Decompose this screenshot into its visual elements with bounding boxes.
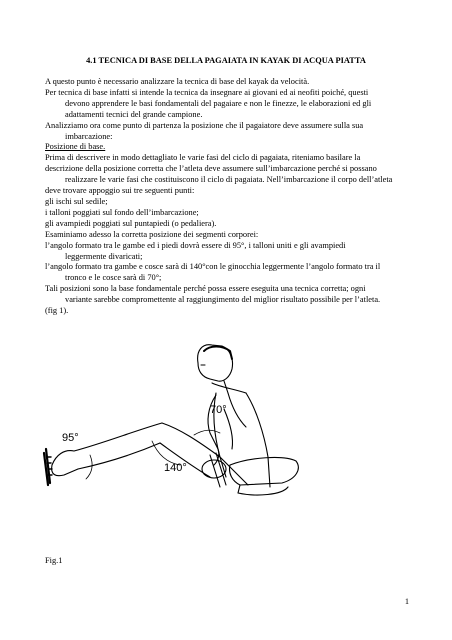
paragraph-line: realizzare le varie fasi che costituiscono il ciclo di pagaiata. Nell’imbarcazione il corpo dell’atleta xyxy=(65,175,393,185)
paragraph-line: leggermente divaricati; xyxy=(65,251,143,261)
subheading-posizione-di-base: Posizione di base. xyxy=(45,142,106,152)
paragraph-line: deve trovare appoggio sui tre seguenti punti: xyxy=(45,186,195,196)
paragraph-line: descrizione della posizione corretta che l’atleta deve assumere sull’imbarcazione perché si possano xyxy=(45,164,377,174)
figure-reference: (fig 1). xyxy=(45,306,69,316)
paragraph-line: Per tecnica di base infatti si intende la tecnica da insegnare ai giovani ed ai neofiti poiché, questi xyxy=(45,87,369,97)
paragraph-line: adattamenti tecnici del grande campione. xyxy=(65,109,203,119)
seat xyxy=(229,458,298,485)
paragraph-line: Esaminiamo adesso la corretta posizione dei segmenti corporei: xyxy=(45,229,259,239)
athlete-thigh-top xyxy=(162,423,220,457)
paragraph-line: imbarcazione: xyxy=(65,131,113,141)
paragraph-line: devono apprendere le basi fondamentali del pagaiare e non le finezze, le elaborazioni ed gli xyxy=(65,98,372,108)
kayak-posture-figure xyxy=(34,337,304,515)
page-number: 1 xyxy=(404,597,409,606)
tank-top-strap xyxy=(228,393,246,427)
paragraph-line: variante sarebbe compromettente al raggiungimento del miglior risultato possibile per l’atleta. xyxy=(65,295,381,305)
paragraph-line: Analizziamo ora come punto di partenza la posizione che il pagaiatore deve assumere sulla sua xyxy=(45,120,364,130)
paragraph-line: Tali posizioni sono la base fondamentale perché possa essere eseguita una tecnica corretta; ogni xyxy=(45,284,366,294)
seat-base xyxy=(238,485,288,495)
figure-caption: Fig.1 xyxy=(45,556,63,565)
list-item: gli avampiedi poggiati sul puntapiedi (o pedaliera). xyxy=(45,218,217,228)
athlete-shoulder xyxy=(212,383,246,393)
athlete-foot xyxy=(52,451,78,476)
list-item: gli ischi sul sedile; xyxy=(45,196,108,206)
paragraph-line: Prima di descrivere in modo dettagliato le varie fasi del ciclo di pagaiata, riteniamo basilare la xyxy=(45,153,361,163)
angle-label-140: 140° xyxy=(164,462,187,474)
section-title: 4.1 TECNICA DI BASE DELLA PAGAIATA IN KAYAK DI ACQUA PIATTA xyxy=(86,56,366,65)
angle-label-70: 70° xyxy=(210,404,227,416)
paragraph-line: l’angolo formato tra gambe e cosce sarà di 140°con le ginocchia leggermente l’angolo formato tra il xyxy=(45,262,381,272)
paragraph-line: l’angolo formato tra le gambe ed i piedi dovrà essere di 95°, i talloni uniti e gli avampiedi xyxy=(45,240,346,250)
angle-label-95: 95° xyxy=(62,432,79,444)
paragraph-intro: A questo punto è necessario analizzare la tecnica di base del kayak da velocità. xyxy=(45,77,310,86)
angle-arc-70 xyxy=(194,430,220,435)
athlete-back xyxy=(246,393,270,487)
list-item: i talloni poggiati sul fondo dell’imbarcazione; xyxy=(45,207,199,217)
athlete-shin-top xyxy=(74,423,162,451)
footrest xyxy=(44,449,50,485)
paragraph-line: tronco e le cosce sarà di 70°; xyxy=(65,273,162,283)
body-text xyxy=(45,77,407,317)
athlete-hair xyxy=(204,347,232,360)
